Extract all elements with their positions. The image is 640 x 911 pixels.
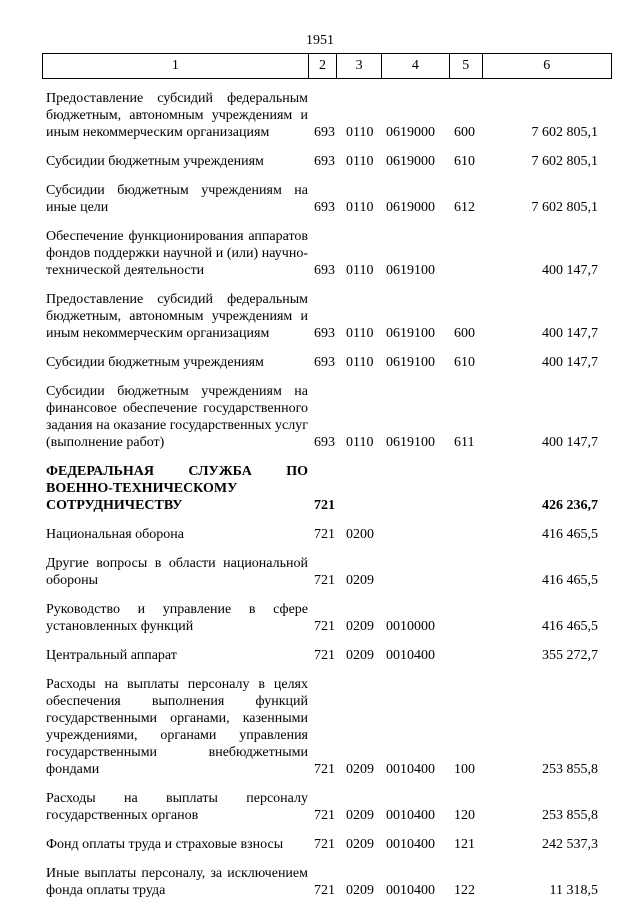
row-grbs: 693 xyxy=(314,355,335,370)
row-type: 600 xyxy=(454,326,475,341)
row-type: 611 xyxy=(454,435,475,450)
row-name: Субсидии бюджетным учреждениям xyxy=(46,355,264,370)
row-name: ФЕДЕРАЛЬНАЯ СЛУЖБА ПО ВОЕННО-ТЕХНИЧЕСКОМУ СОТРУДНИЧЕСТВУ xyxy=(46,464,308,513)
table-row xyxy=(46,228,612,279)
row-target: 0010400 xyxy=(386,837,435,852)
row-section: 0209 xyxy=(346,619,374,634)
row-grbs: 693 xyxy=(314,154,335,169)
header-col-2: 2 xyxy=(308,54,337,78)
row-grbs: 693 xyxy=(314,263,335,278)
row-amount: 355 272,7 xyxy=(542,648,598,663)
row-name: Расходы на выплаты персоналу в целях обеспечения выполнения функций государственными органами, казенными учреждениями, органами управления государственными внебюджетными фондами xyxy=(46,677,308,777)
row-name: Предоставление субсидий федеральным бюджетным, автономным учреждениям и иным некоммерческим организациям xyxy=(46,292,308,341)
table-row xyxy=(46,182,612,216)
table-row xyxy=(46,865,612,899)
row-amount: 416 465,5 xyxy=(542,527,598,542)
row-amount: 242 537,3 xyxy=(542,837,598,852)
header-col-4: 4 xyxy=(381,54,449,78)
row-grbs: 693 xyxy=(314,435,335,450)
row-amount: 426 236,7 xyxy=(542,498,598,513)
table-row xyxy=(46,383,612,451)
row-type: 120 xyxy=(454,808,475,823)
row-target: 0010400 xyxy=(386,808,435,823)
table-row xyxy=(46,555,612,589)
row-section: 0110 xyxy=(346,355,374,370)
row-name: Другие вопросы в области национальной обороны xyxy=(46,556,308,588)
row-amount: 400 147,7 xyxy=(542,326,598,341)
table-row xyxy=(46,601,612,635)
row-target: 0010400 xyxy=(386,762,435,777)
row-type: 100 xyxy=(454,762,475,777)
row-target: 0619100 xyxy=(386,263,435,278)
row-target: 0619100 xyxy=(386,355,435,370)
row-amount: 400 147,7 xyxy=(542,263,598,278)
row-grbs: 721 xyxy=(314,619,335,634)
row-name: Субсидии бюджетным учреждениям xyxy=(46,154,264,169)
row-section: 0209 xyxy=(346,573,374,588)
row-section: 0110 xyxy=(346,326,374,341)
row-grbs: 721 xyxy=(314,527,335,542)
row-grbs: 721 xyxy=(314,808,335,823)
row-grbs: 721 xyxy=(314,762,335,777)
row-section: 0110 xyxy=(346,435,374,450)
table-row xyxy=(46,790,612,824)
row-grbs: 721 xyxy=(314,837,335,852)
row-name: Центральный аппарат xyxy=(46,648,177,663)
table-row xyxy=(46,463,612,514)
row-name: Руководство и управление в сфере установленных функций xyxy=(46,602,308,634)
row-amount: 7 602 805,1 xyxy=(531,154,598,169)
table-body xyxy=(46,90,612,911)
row-section: 0209 xyxy=(346,883,374,898)
row-name: Обеспечение функционирования аппаратов фондов поддержки научной и (или) научно-технической деятельности xyxy=(46,229,308,278)
header-col-1: 1 xyxy=(171,58,179,73)
row-grbs: 721 xyxy=(314,573,335,588)
row-type: 610 xyxy=(454,154,475,169)
page-number: 1951 xyxy=(306,33,334,48)
row-section: 0209 xyxy=(346,808,374,823)
row-section: 0209 xyxy=(346,762,374,777)
row-grbs: 693 xyxy=(314,326,335,341)
row-grbs: 721 xyxy=(314,498,335,513)
row-type: 612 xyxy=(454,200,475,215)
row-target: 0619000 xyxy=(386,154,435,169)
row-name: Фонд оплаты труда и страховые взносы xyxy=(46,837,284,852)
row-target: 0010400 xyxy=(386,648,435,663)
row-section: 0209 xyxy=(346,648,374,663)
row-name: Субсидии бюджетным учреждениям на иные цели xyxy=(46,183,308,215)
row-target: 0010400 xyxy=(386,883,435,898)
row-target: 0619100 xyxy=(386,326,435,341)
row-name: Расходы на выплаты персоналу государственных органов xyxy=(46,791,308,823)
row-amount: 7 602 805,1 xyxy=(531,200,598,215)
table-row xyxy=(46,291,612,342)
row-name: Субсидии бюджетным учреждениям на финансовое обеспечение государственного задания на оказание государственных услуг (выполнение работ) xyxy=(46,384,308,450)
row-grbs: 721 xyxy=(314,883,335,898)
table-row xyxy=(46,526,612,543)
row-type: 121 xyxy=(454,837,475,852)
table-header xyxy=(42,53,612,79)
row-type: 600 xyxy=(454,125,475,140)
row-type: 122 xyxy=(454,883,475,898)
row-amount: 400 147,7 xyxy=(542,355,598,370)
row-target: 0619000 xyxy=(386,125,435,140)
header-col-6: 6 xyxy=(482,54,611,78)
row-amount: 7 602 805,1 xyxy=(531,125,598,140)
row-grbs: 693 xyxy=(314,200,335,215)
table-row xyxy=(46,647,612,664)
row-name: Национальная оборона xyxy=(46,527,184,542)
row-target: 0619100 xyxy=(386,435,435,450)
row-section: 0110 xyxy=(346,154,374,169)
header-col-5: 5 xyxy=(449,54,482,78)
row-section: 0110 xyxy=(346,263,374,278)
row-section: 0110 xyxy=(346,125,374,140)
row-grbs: 721 xyxy=(314,648,335,663)
row-amount: 253 855,8 xyxy=(542,762,598,777)
row-amount: 416 465,5 xyxy=(542,619,598,634)
row-target: 0619000 xyxy=(386,200,435,215)
table-row xyxy=(46,153,612,170)
table-row xyxy=(46,836,612,853)
row-amount: 400 147,7 xyxy=(542,435,598,450)
row-section: 0110 xyxy=(346,200,374,215)
row-name: Предоставление субсидий федеральным бюджетным, автономным учреждениям и иным некоммерческим организациям xyxy=(46,91,308,140)
header-col-3: 3 xyxy=(336,54,380,78)
row-section: 0200 xyxy=(346,527,374,542)
row-grbs: 693 xyxy=(314,125,335,140)
row-name: Иные выплаты персоналу, за исключением фонда оплаты труда xyxy=(46,866,308,898)
row-amount: 253 855,8 xyxy=(542,808,598,823)
table-row xyxy=(46,354,612,371)
table-row xyxy=(46,676,612,778)
row-amount: 416 465,5 xyxy=(542,573,598,588)
table-row xyxy=(46,90,612,141)
row-target: 0010000 xyxy=(386,619,435,634)
row-type: 610 xyxy=(454,355,475,370)
row-amount: 11 318,5 xyxy=(549,883,598,898)
row-section: 0209 xyxy=(346,837,374,852)
